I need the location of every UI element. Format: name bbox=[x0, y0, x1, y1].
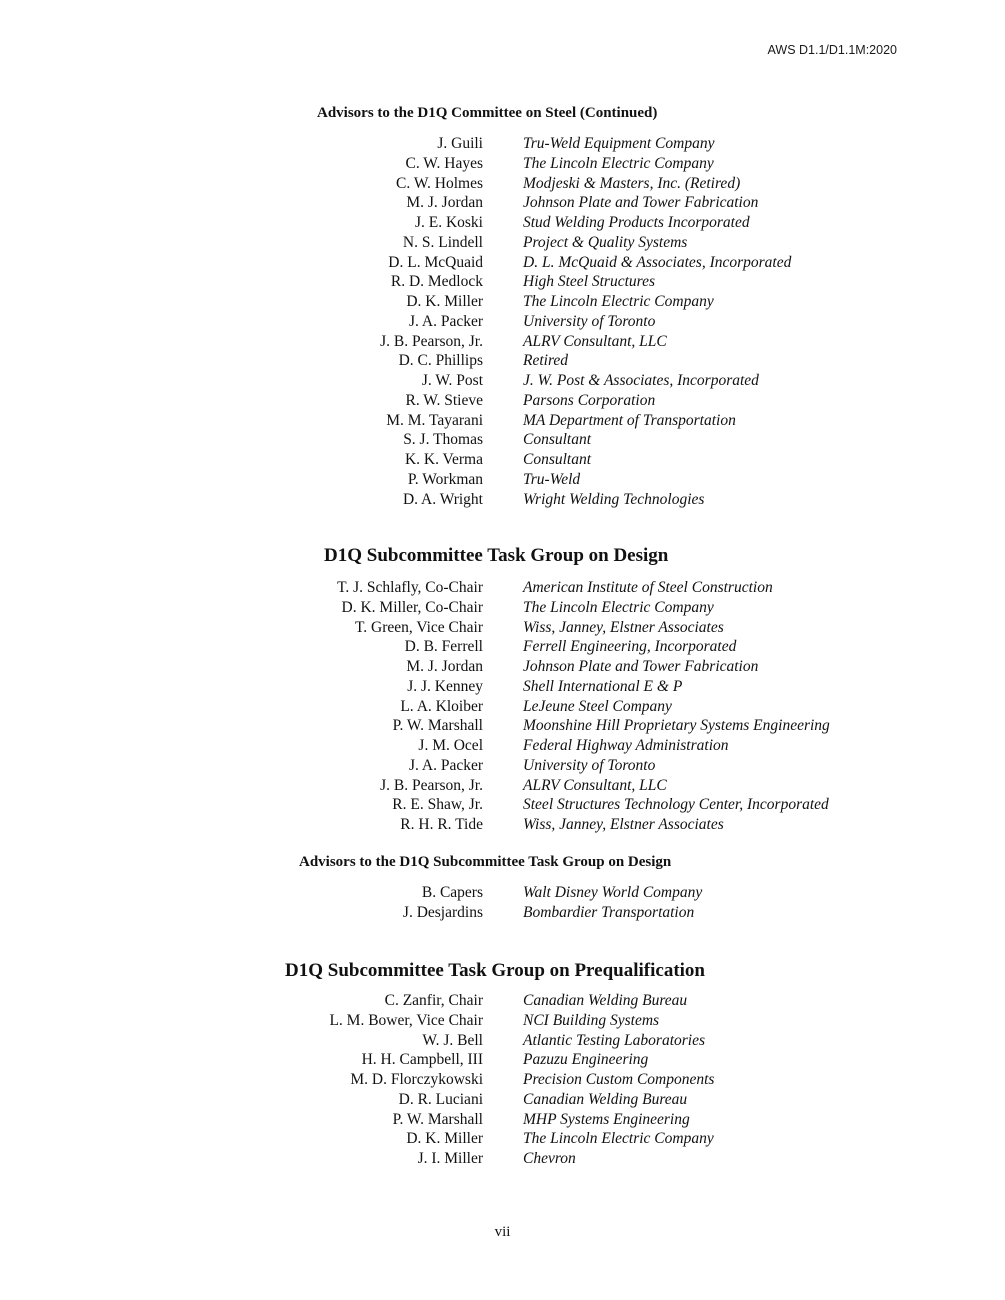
member-organization: Wright Welding Technologies bbox=[523, 490, 705, 508]
member-row bbox=[0, 391, 1005, 411]
member-row bbox=[0, 490, 1005, 510]
member-row bbox=[0, 174, 1005, 194]
member-name: R. H. R. Tide bbox=[400, 816, 483, 833]
member-row bbox=[0, 332, 1005, 352]
member-name: C. Zanfir, Chair bbox=[384, 992, 483, 1009]
member-organization: Precision Custom Components bbox=[523, 1071, 715, 1088]
member-organization: The Lincoln Electric Company bbox=[523, 293, 714, 310]
member-name: J. J. Kenney bbox=[407, 677, 483, 695]
member-name: J. E. Koski bbox=[414, 214, 483, 231]
member-name: M. M. Tayarani bbox=[386, 411, 483, 429]
member-name: D. K. Miller bbox=[406, 1130, 483, 1148]
member-row bbox=[0, 272, 1005, 292]
member-row bbox=[0, 795, 1005, 815]
member-row bbox=[0, 736, 1005, 756]
member-organization: Stud Welding Products Incorporated bbox=[523, 214, 750, 231]
member-name: N. S. Lindell bbox=[402, 233, 483, 251]
member-name: J. Guili bbox=[437, 135, 483, 152]
member-organization: D. L. McQuaid & Associates, Incorporated bbox=[523, 253, 792, 271]
member-row bbox=[0, 903, 1005, 923]
member-row bbox=[0, 193, 1005, 213]
member-row bbox=[0, 1050, 1005, 1070]
roster-list bbox=[0, 883, 1005, 923]
member-organization: Wiss, Janney, Elstner Associates bbox=[523, 816, 724, 833]
member-row bbox=[0, 1011, 1005, 1031]
member-row bbox=[0, 154, 1005, 174]
section-heading: Advisors to the D1Q Committee on Steel (Continued) bbox=[317, 105, 658, 121]
member-name: L. M. Bower, Vice Chair bbox=[329, 1011, 483, 1029]
member-row bbox=[0, 450, 1005, 470]
member-row bbox=[0, 618, 1005, 638]
roster-list bbox=[0, 991, 1005, 1169]
member-organization: University of Toronto bbox=[523, 756, 656, 774]
member-organization: Consultant bbox=[523, 451, 592, 468]
member-row bbox=[0, 430, 1005, 450]
member-row bbox=[0, 1031, 1005, 1051]
member-row bbox=[0, 134, 1005, 154]
member-name: P. Workman bbox=[407, 470, 483, 488]
member-organization: Johnson Plate and Tower Fabrication bbox=[523, 658, 759, 675]
member-organization: Federal Highway Administration bbox=[523, 737, 729, 754]
member-row bbox=[0, 411, 1005, 431]
member-name: R. W. Stieve bbox=[405, 391, 483, 409]
member-organization: MA Department of Transportation bbox=[523, 411, 736, 429]
member-row bbox=[0, 1110, 1005, 1130]
member-row bbox=[0, 312, 1005, 332]
member-name: M. D. Florczykowski bbox=[350, 1071, 483, 1088]
member-name: D. K. Miller bbox=[406, 293, 483, 310]
member-row bbox=[0, 578, 1005, 598]
member-row bbox=[0, 883, 1005, 903]
member-organization: The Lincoln Electric Company bbox=[523, 598, 714, 616]
member-row bbox=[0, 697, 1005, 717]
member-organization: LeJeune Steel Company bbox=[523, 697, 672, 715]
member-name: K. K. Verma bbox=[404, 451, 483, 468]
member-row bbox=[0, 776, 1005, 796]
member-organization: The Lincoln Electric Company bbox=[523, 1130, 714, 1148]
member-organization: MHP Systems Engineering bbox=[523, 1110, 690, 1128]
member-row bbox=[0, 1129, 1005, 1149]
member-row bbox=[0, 1149, 1005, 1169]
page-number: vii bbox=[494, 1224, 511, 1240]
running-header: AWS D1.1/D1.1M:2020 bbox=[767, 43, 897, 57]
member-name: T. J. Schlafly, Co-Chair bbox=[337, 579, 483, 596]
member-organization: High Steel Structures bbox=[523, 273, 656, 291]
member-name: M. J. Jordan bbox=[406, 194, 483, 212]
member-row bbox=[0, 756, 1005, 776]
member-row bbox=[0, 351, 1005, 371]
member-organization: Shell International E & P bbox=[523, 677, 683, 695]
member-name: L. A. Kloiber bbox=[400, 697, 483, 715]
member-row bbox=[0, 470, 1005, 490]
member-name: J. Desjardins bbox=[402, 903, 483, 921]
member-organization: Chevron bbox=[523, 1150, 576, 1167]
member-row bbox=[0, 253, 1005, 273]
member-name: B. Capers bbox=[421, 884, 483, 901]
member-row bbox=[0, 233, 1005, 253]
member-organization: Project & Quality Systems bbox=[523, 233, 688, 251]
member-organization: Tru-Weld Equipment Company bbox=[523, 135, 715, 152]
member-row bbox=[0, 657, 1005, 677]
member-row bbox=[0, 637, 1005, 657]
member-name: R. D. Medlock bbox=[390, 273, 483, 291]
member-organization: University of Toronto bbox=[523, 312, 656, 330]
member-name: P. W. Marshall bbox=[392, 717, 483, 735]
member-row bbox=[0, 213, 1005, 233]
section-heading: Advisors to the D1Q Subcommittee Task Group on Design bbox=[299, 854, 672, 870]
member-organization: Ferrell Engineering, Incorporated bbox=[523, 638, 737, 656]
member-row bbox=[0, 371, 1005, 391]
member-row bbox=[0, 1090, 1005, 1110]
member-row bbox=[0, 292, 1005, 312]
member-organization: ALRV Consultant, LLC bbox=[523, 332, 667, 350]
member-name: D. L. McQuaid bbox=[388, 253, 483, 271]
member-organization: American Institute of Steel Construction bbox=[523, 579, 773, 596]
member-row bbox=[0, 1070, 1005, 1090]
member-name: M. J. Jordan bbox=[406, 658, 483, 675]
member-organization: Modjeski & Masters, Inc. (Retired) bbox=[523, 174, 741, 192]
member-organization: Pazuzu Engineering bbox=[523, 1051, 649, 1069]
member-organization: Canadian Welding Bureau bbox=[523, 1090, 688, 1108]
member-name: S. J. Thomas bbox=[403, 431, 483, 449]
member-organization: The Lincoln Electric Company bbox=[523, 154, 714, 172]
member-row bbox=[0, 677, 1005, 697]
member-name: D. K. Miller, Co-Chair bbox=[341, 598, 483, 616]
member-organization: Steel Structures Technology Center, Incorporated bbox=[523, 796, 829, 814]
member-name: C. W. Holmes bbox=[396, 174, 483, 192]
member-organization: Johnson Plate and Tower Fabrication bbox=[523, 194, 759, 212]
member-name: T. Green, Vice Chair bbox=[354, 618, 483, 636]
member-organization: Canadian Welding Bureau bbox=[523, 992, 688, 1009]
roster-list bbox=[0, 134, 1005, 509]
member-organization: Tru-Weld bbox=[523, 470, 581, 488]
member-row bbox=[0, 991, 1005, 1011]
member-name: J. M. Ocel bbox=[418, 737, 483, 754]
member-name: J. A. Packer bbox=[408, 756, 483, 774]
member-name: D. B. Ferrell bbox=[404, 638, 483, 656]
member-name: W. J. Bell bbox=[422, 1031, 483, 1049]
roster-list bbox=[0, 578, 1005, 835]
section-heading: D1Q Subcommittee Task Group on Prequalification bbox=[285, 960, 705, 981]
member-organization: Parsons Corporation bbox=[523, 391, 656, 409]
member-organization: Walt Disney World Company bbox=[523, 884, 703, 901]
member-row bbox=[0, 815, 1005, 835]
member-name: D. A. Wright bbox=[402, 490, 483, 508]
member-organization: Atlantic Testing Laboratories bbox=[523, 1031, 706, 1049]
member-row bbox=[0, 716, 1005, 736]
member-name: R. E. Shaw, Jr. bbox=[392, 796, 483, 814]
member-name: D. R. Luciani bbox=[398, 1090, 483, 1108]
member-name: H. H. Campbell, III bbox=[361, 1051, 483, 1069]
member-name: D. C. Phillips bbox=[398, 352, 483, 370]
member-name: J. B. Pearson, Jr. bbox=[380, 776, 483, 794]
member-organization: Bombardier Transportation bbox=[523, 903, 695, 921]
member-organization: ALRV Consultant, LLC bbox=[523, 776, 667, 794]
member-organization: NCI Building Systems bbox=[523, 1011, 660, 1029]
member-organization: Retired bbox=[523, 352, 569, 370]
member-organization: Moonshine Hill Proprietary Systems Engineering bbox=[523, 717, 830, 735]
member-name: J. A. Packer bbox=[408, 312, 483, 330]
member-row bbox=[0, 598, 1005, 618]
member-organization: J. W. Post & Associates, Incorporated bbox=[523, 372, 759, 389]
member-name: J. I. Miller bbox=[417, 1150, 483, 1167]
member-name: P. W. Marshall bbox=[392, 1110, 483, 1128]
section-heading: D1Q Subcommittee Task Group on Design bbox=[324, 545, 669, 566]
member-organization: Wiss, Janney, Elstner Associates bbox=[523, 618, 724, 636]
member-name: J. B. Pearson, Jr. bbox=[380, 332, 483, 350]
member-organization: Consultant bbox=[523, 431, 592, 449]
member-name: C. W. Hayes bbox=[405, 154, 483, 172]
member-name: J. W. Post bbox=[421, 372, 483, 389]
